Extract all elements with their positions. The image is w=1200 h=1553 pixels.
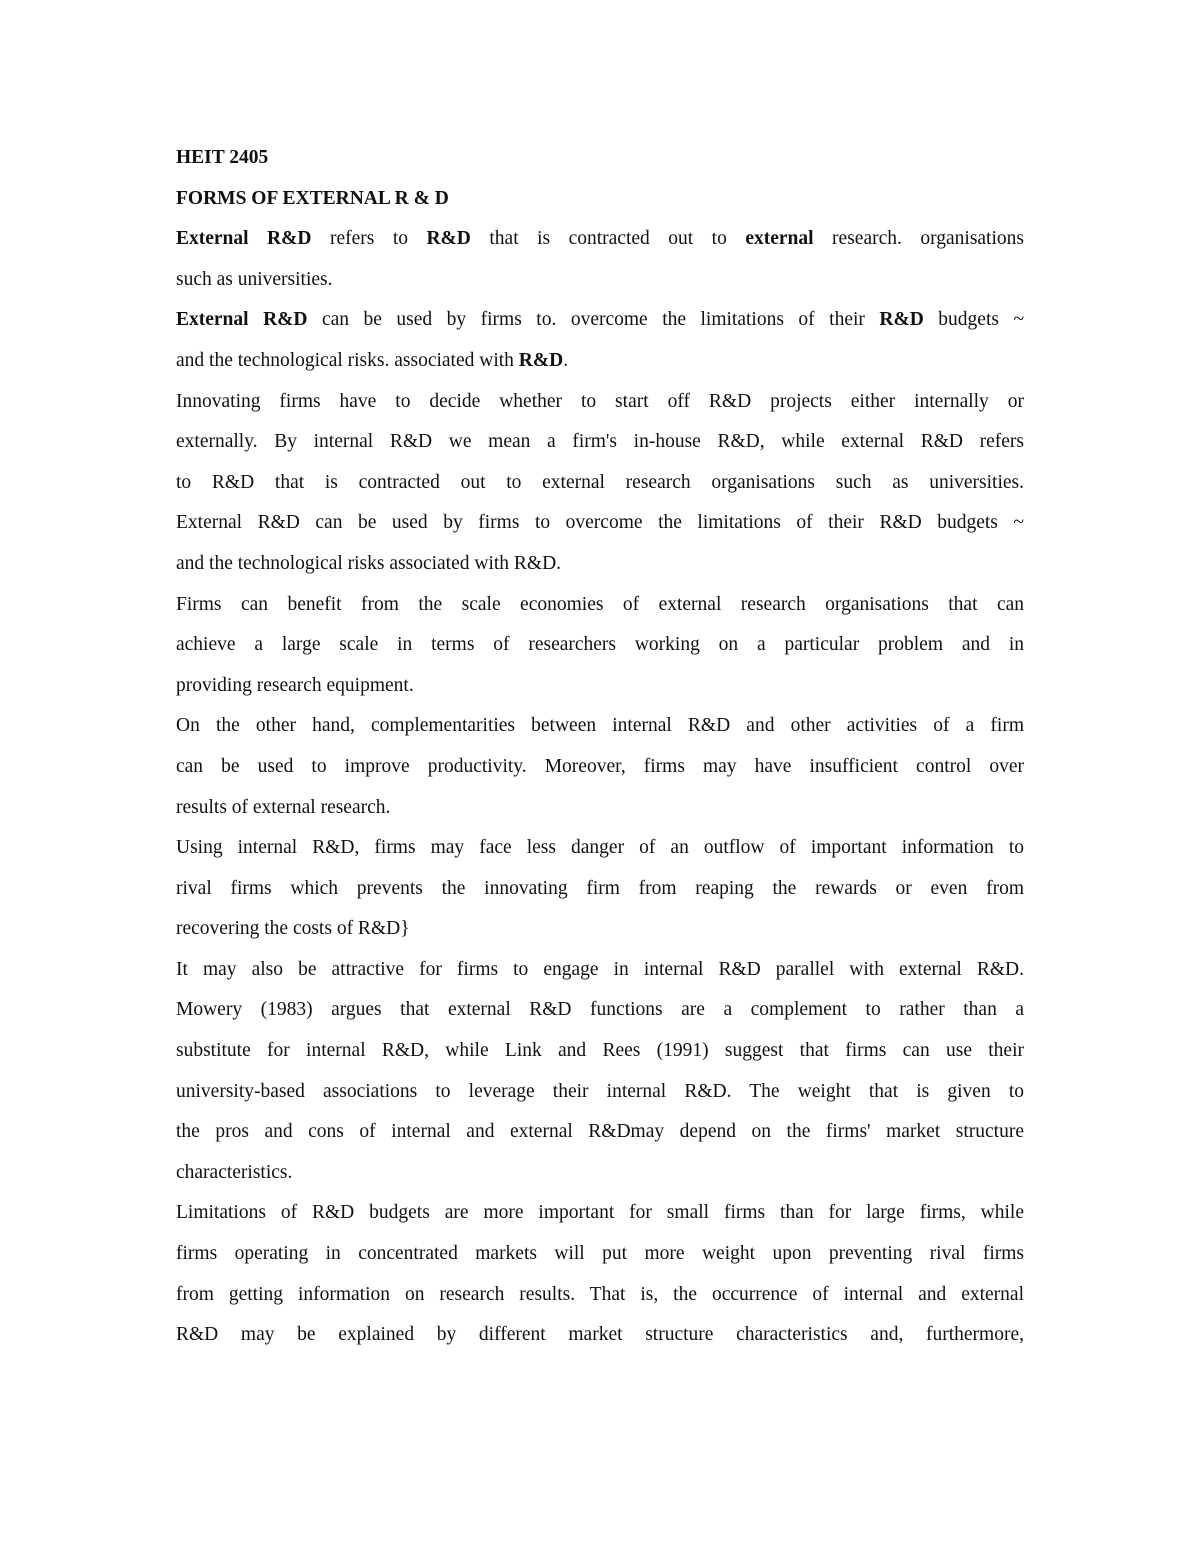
paragraph-5-line: results of external research.	[176, 796, 391, 818]
bold-term: R&D	[518, 349, 564, 371]
paragraph-6-line: recovering the costs of R&D}	[176, 918, 410, 940]
paragraph-7-line: characteristics.	[176, 1161, 293, 1183]
bold-term: External R&D	[176, 228, 312, 250]
paragraph-2-line-1: External R&D can be used by firms to. overcome the limitations of their R&D budgets ~	[176, 309, 1025, 331]
course-code: HEIT 2405	[176, 147, 269, 168]
paragraph-6-line: rival firms which prevents the innovating firm from reaping the rewards or even from	[176, 877, 1024, 899]
paragraph-7-line: It may also be attractive for firms to engage in internal R&D parallel with external R&D.	[176, 958, 1024, 980]
paragraph-3-line: External R&D can be used by firms to overcome the limitations of their R&D budgets ~	[176, 512, 1024, 534]
paragraph-8-line: from getting information on research results. That is, the occurrence of internal and external	[176, 1283, 1024, 1305]
paragraph-6-line: Using internal R&D, firms may face less danger of an outflow of important information to	[176, 837, 1024, 859]
paragraph-7-line: university-based associations to leverage their internal R&D. The weight that is given to	[176, 1080, 1024, 1102]
paragraph-3-line: externally. By internal R&D we mean a firm's in-house R&D, while external R&D refers	[176, 431, 1024, 453]
paragraph-4-line: achieve a large scale in terms of researchers working on a particular problem and in	[176, 634, 1024, 656]
paragraph-5-line: can be used to improve productivity. Moreover, firms may have insufficient control over	[176, 755, 1024, 777]
paragraph-8-line: firms operating in concentrated markets will put more weight upon preventing rival firms	[176, 1243, 1024, 1265]
paragraph-3-line: Innovating firms have to decide whether to start off R&D projects either internally or	[176, 390, 1024, 412]
paragraph-3-line: to R&D that is contracted out to external research organisations such as universities.	[176, 471, 1024, 493]
bold-term: R&D	[879, 309, 924, 331]
paragraph-3-line: and the technological risks associated with R&D.	[176, 552, 562, 574]
paragraph-8-line: R&D may be explained by different market structure characteristics and, furthermore,	[176, 1324, 1024, 1346]
paragraph-1-line-1: External R&D refers to R&D that is contracted out to external research. organisations	[176, 228, 1024, 250]
paragraph-5-line: On the other hand, complementarities between internal R&D and other activities of a firm	[176, 715, 1024, 737]
document-title: FORMS OF EXTERNAL R & D	[176, 187, 449, 209]
paragraph-1-line-2: such as universities.	[176, 268, 333, 290]
paragraph-4-line: Firms can benefit from the scale economies of external research organisations that can	[176, 593, 1024, 615]
paragraph-7-line: substitute for internal R&D, while Link and Rees (1991) suggest that firms can use their	[176, 1040, 1024, 1062]
paragraph-7-line: the pros and cons of internal and external R&Dmay depend on the firms' market structure	[176, 1121, 1024, 1143]
document-body	[176, 138, 1024, 1356]
bold-term: External R&D	[176, 309, 308, 331]
paragraph-4-line: providing research equipment.	[176, 674, 414, 696]
paragraph-8-line: Limitations of R&D budgets are more important for small firms than for large firms, while	[176, 1202, 1024, 1224]
paragraph-7-line: Mowery (1983) argues that external R&D functions are a complement to rather than a	[176, 999, 1024, 1021]
bold-term: R&D	[426, 228, 471, 250]
paragraph-2-line-2: and the technological risks. associated with R&D.	[176, 349, 569, 371]
bold-term: external	[745, 228, 814, 250]
